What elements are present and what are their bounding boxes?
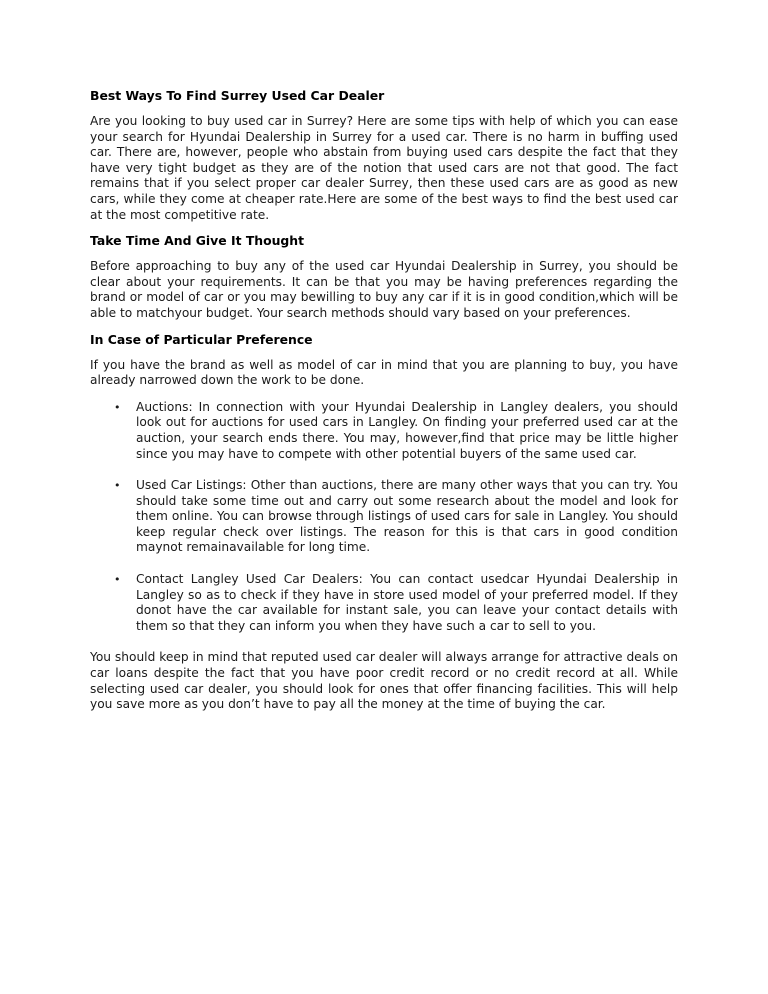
list-item-auctions xyxy=(90,400,678,462)
list-item-used-car-listings xyxy=(90,478,678,556)
bullet-icon: • xyxy=(114,573,121,587)
document-page xyxy=(90,88,678,713)
section-heading-particular-preference: In Case of Particular Preference xyxy=(90,331,313,347)
list-item-contact-dealers xyxy=(90,572,678,634)
list-item-text: Contact Langley Used Car Dealers: You can contact usedcar Hyundai Dealership in Langley so as to check if they have in store used model of your preferred model. If they donot have the car available for instant sale, you can leave your contact details with them so that they can inform you when they have such a car to sell to you. xyxy=(136,572,678,633)
particular-preference-paragraph: If you have the brand as well as model of car in mind that you are planning to buy, you have already narrowed down the work to be done. xyxy=(90,357,678,388)
tips-list xyxy=(90,400,678,635)
section-heading-take-time: Take Time And Give It Thought xyxy=(90,233,305,249)
bullet-icon: • xyxy=(114,400,121,414)
list-item-text: Used Car Listings: Other than auctions, there are many other ways that you can try. You should take some time out and carry out some research about the model and look for them online. You can browse through listings of used cars for sale in Langley. You should keep regular check over listings. The reason for this is that cars in good condition maynot remainavailable for long time. xyxy=(136,478,678,555)
intro-paragraph: Are you looking to buy used car in Surrey? Here are some tips with help of which you can ease your search for Hyundai Dealership in Surrey for a used car. There is no harm in buffing used car. There are, however, people who abstain from buying used cars despite the fact that they have very tight budget as they are of the notion that used cars are not that good. The fact remains that if you select proper car dealer Surrey, then these used cars are as good as new cars, while they come at cheaper rate.Here are some of the best ways to find the best used car at the most competitive rate. xyxy=(90,114,678,222)
document-title: Best Ways To Find Surrey Used Car Dealer xyxy=(90,88,385,103)
bullet-icon: • xyxy=(114,479,121,493)
closing-paragraph: You should keep in mind that reputed used car dealer will always arrange for attractive deals on car loans despite the fact that you have poor credit record or no credit record at all. While selecting used car dealer, you should look for ones that offer financing facilities. This will help you save more as you don’t have to pay all the money at the time of buying the car. xyxy=(90,650,678,712)
take-time-paragraph: Before approaching to buy any of the used car Hyundai Dealership in Surrey, you should be clear about your requirements. It can be that you may be having preferences regarding the brand or model of car or you may bewilling to buy any car if it is in good condition,which will be able to matchyour budget. Your search methods should vary based on your preferences. xyxy=(90,259,678,320)
list-item-text: Auctions: In connection with your Hyundai Dealership in Langley dealers, you should look out for auctions for used cars in Langley. On finding your preferred used car at the auction, your search ends there. You may, however,find that price may be little higher since you may have to compete with other potential buyers of the same used car. xyxy=(136,399,678,461)
